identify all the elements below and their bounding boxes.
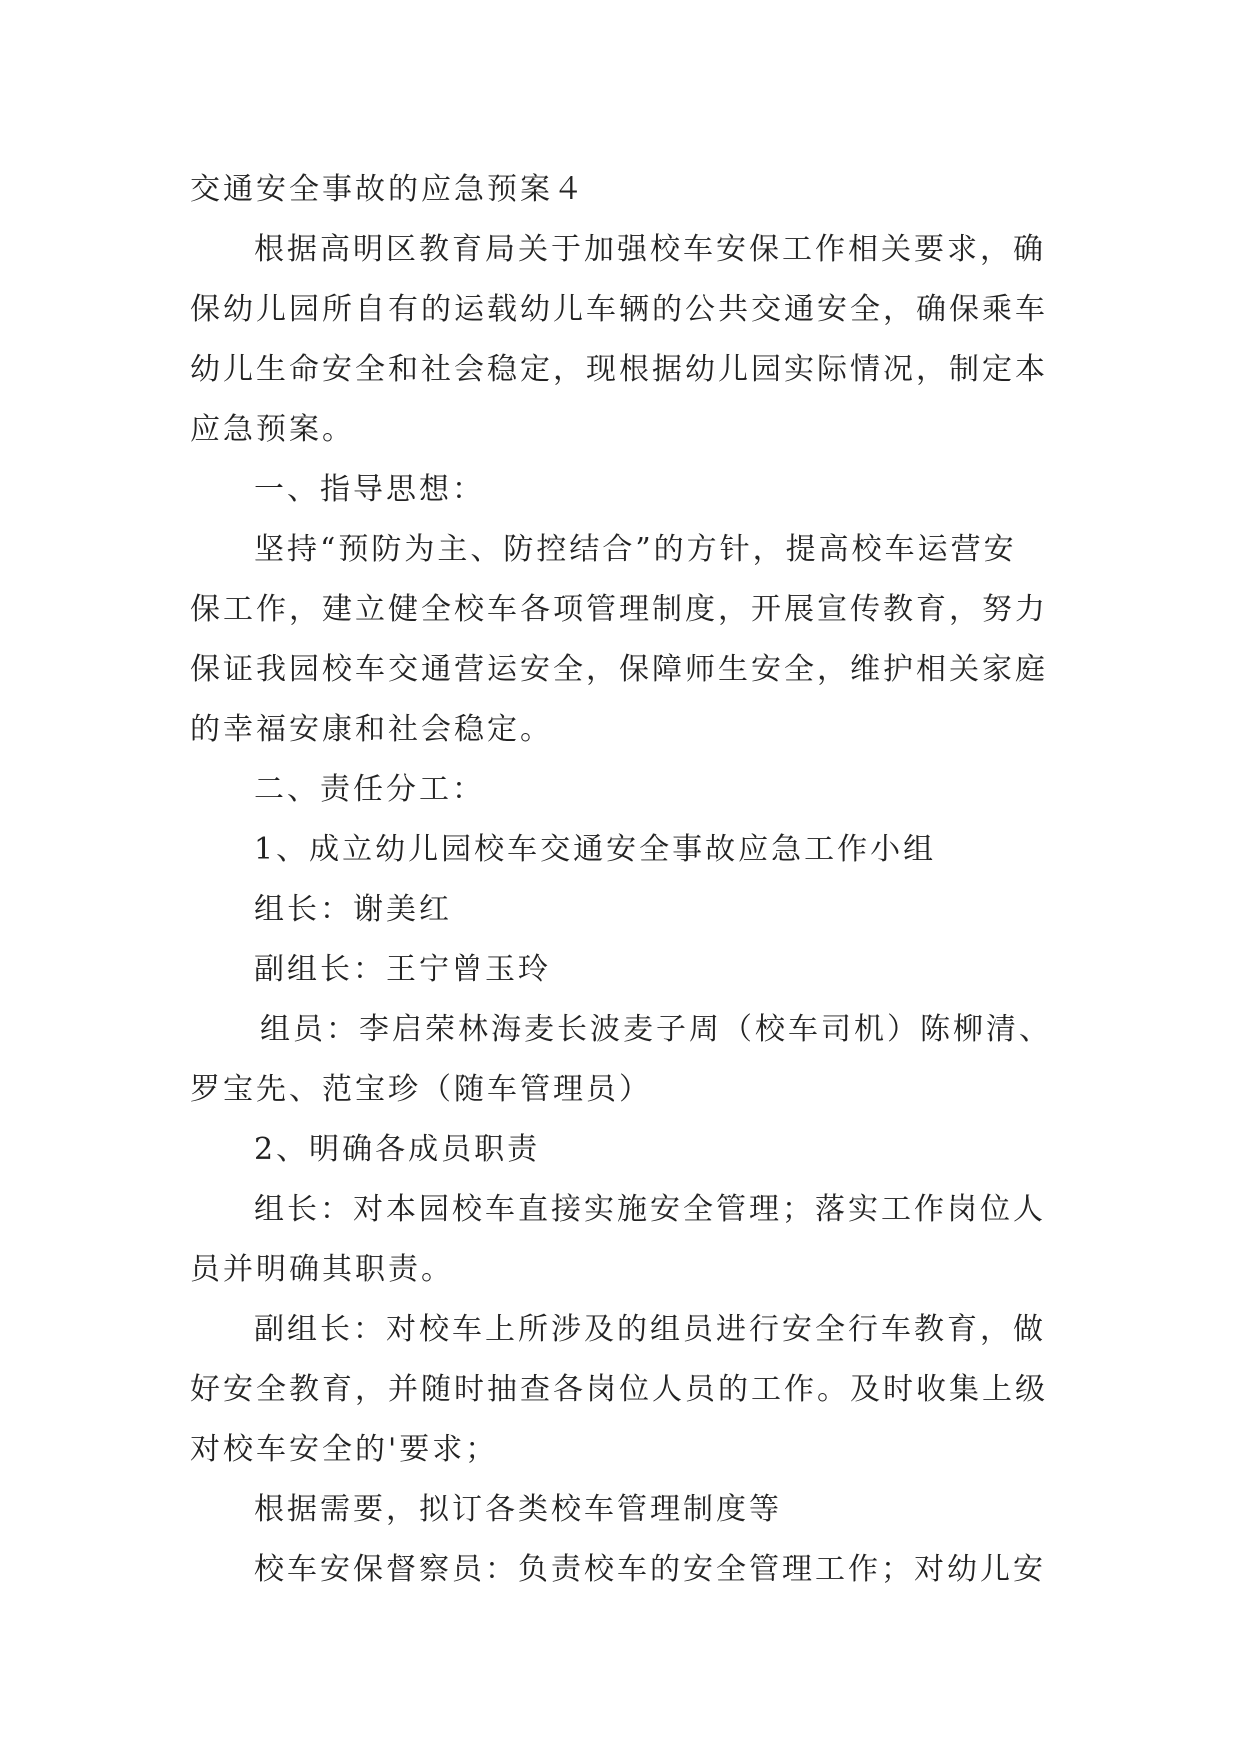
section-heading: 一、指导思想：	[254, 472, 485, 507]
list-item: 1、成立幼儿园校车交通安全事故应急工作小组	[254, 832, 937, 867]
paragraph-line: 应急预案。	[190, 412, 355, 447]
paragraph-line: 根据高明区教育局关于加强校车安保工作相关要求，确	[254, 232, 1046, 267]
paragraph-line: 根据需要，拟订各类校车管理制度等	[254, 1492, 782, 1527]
list-item: 2、明确各成员职责	[254, 1132, 541, 1167]
paragraph-line: 副组长：王宁曾玉玲	[254, 952, 551, 987]
document-title: 交通安全事故的应急预案４	[190, 172, 586, 207]
paragraph-line: 组长：对本园校车直接实施安全管理；落实工作岗位人	[254, 1192, 1046, 1227]
paragraph-line: 罗宝先、范宝珍（随车管理员）	[190, 1072, 652, 1107]
section-heading: 二、责任分工：	[254, 772, 485, 807]
paragraph-line: 好安全教育，并随时抽查各岗位人员的工作。及时收集上级	[190, 1372, 1048, 1407]
paragraph-line: 副组长：对校车上所涉及的组员进行安全行车教育，做	[254, 1312, 1046, 1347]
paragraph-line: 对校车安全的'要求；	[190, 1432, 499, 1467]
paragraph-line: 组员：李启荣林海麦长波麦子周（校车司机）陈柳清、	[260, 1012, 1052, 1047]
paragraph-line: 保证我园校车交通营运安全，保障师生安全，维护相关家庭	[190, 652, 1048, 687]
paragraph-line: 坚持“预防为主、防控结合”的方针，提高校车运营安	[254, 532, 1017, 567]
paragraph-line: 的幸福安康和社会稳定。	[190, 712, 553, 747]
paragraph-line: 保工作，建立健全校车各项管理制度，开展宣传教育，努力	[190, 592, 1048, 627]
paragraph-line: 员并明确其职责。	[190, 1252, 454, 1287]
paragraph-line: 组长：谢美红	[254, 892, 452, 927]
document-body	[190, 160, 1050, 1600]
paragraph-line: 幼儿生命安全和社会稳定，现根据幼儿园实际情况，制定本	[190, 352, 1048, 387]
paragraph-line: 保幼儿园所自有的运载幼儿车辆的公共交通安全，确保乘车	[190, 292, 1048, 327]
paragraph-line: 校车安保督察员：负责校车的安全管理工作；对幼儿安	[254, 1552, 1046, 1587]
